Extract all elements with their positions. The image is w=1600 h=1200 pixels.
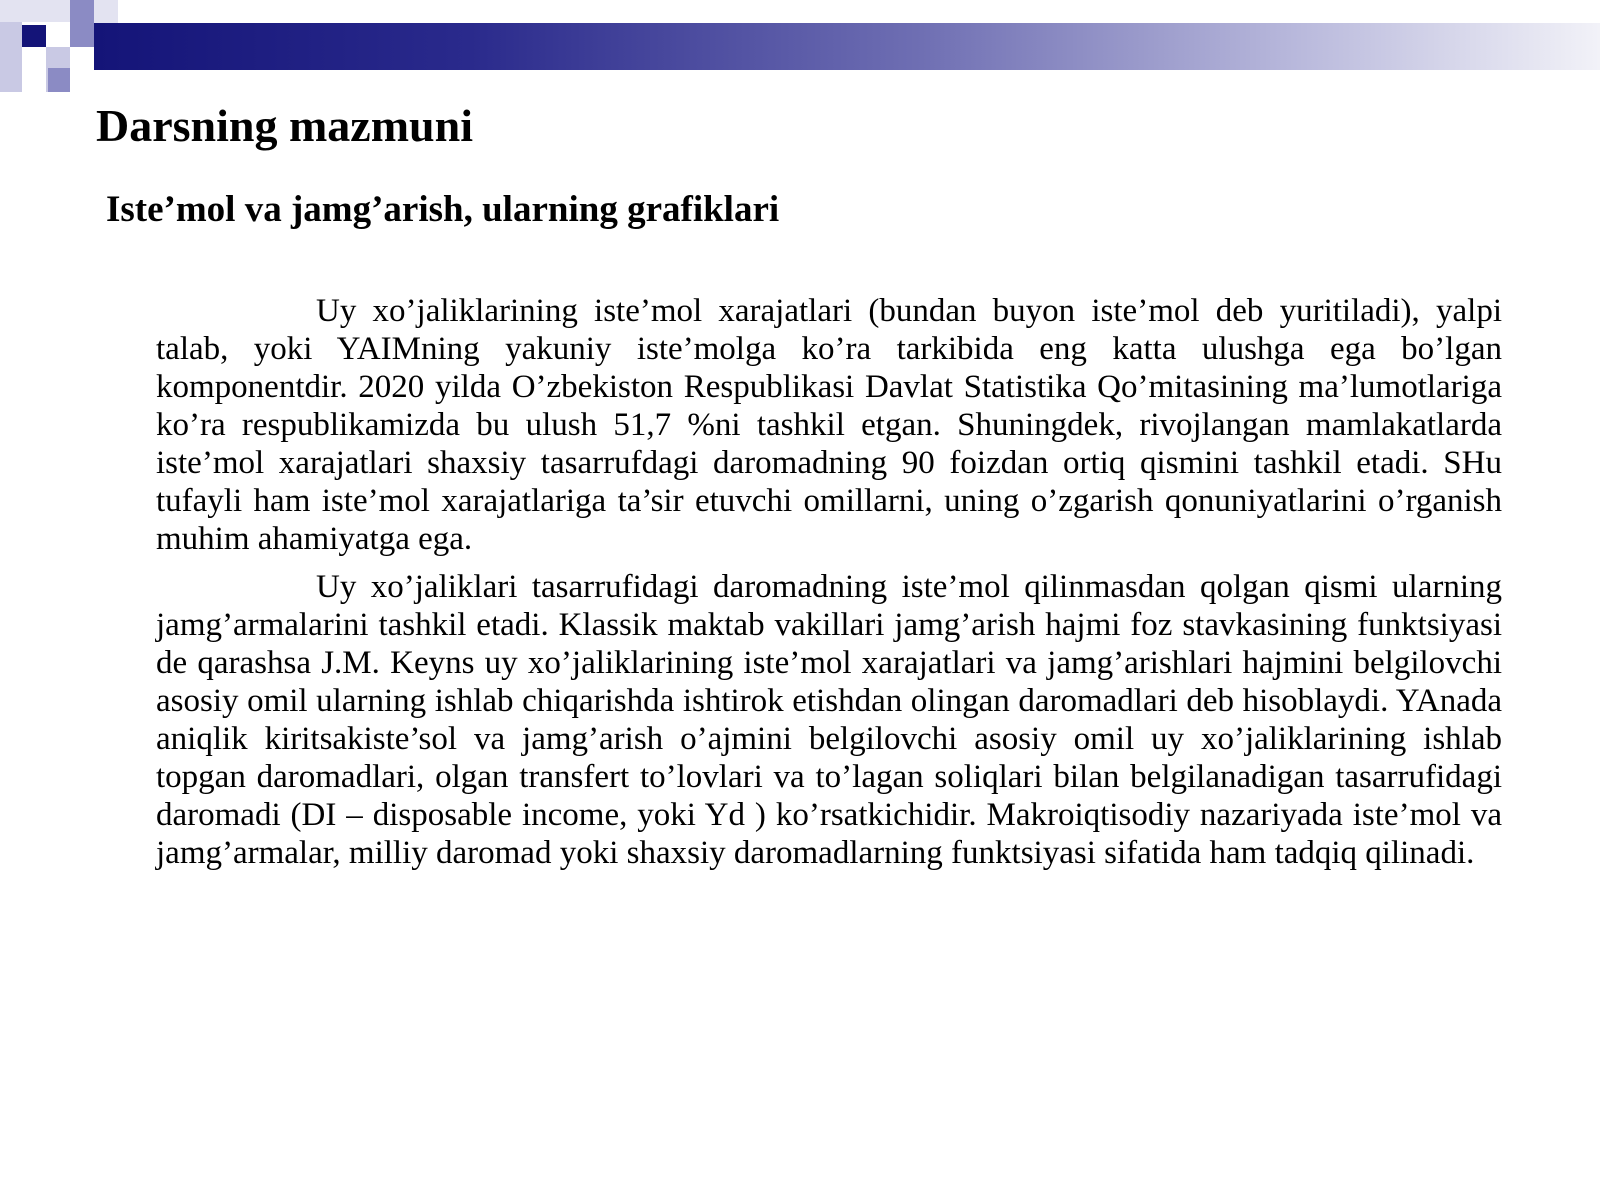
decor-square-mid-2 (48, 68, 70, 92)
paragraph-consumption: Uy xo’jaliklarining iste’mol xarajatlari (bundan buyon iste’mol deb yuritiladi), yalpi talab, yoki YAIMning yakuniy iste’molga ko’ra tarkibida eng katta ulushga ega bo’lgan komponentdir. 2020 yilda O’zbekiston Respublikasi Davlat Statistika Qo’mitasining ma’lumotlariga ko’ra respublikamizda bu ulush 51,7 %ni tashkil etgan. Shuningdek, rivojlangan mamlakatlarda iste’mol xarajatlari shaxsiy tasarrufdagi daromadning 90 foizdan ortiq qismini tashkil etadi. SHu tufayli ham iste’mol xarajatlariga ta’sir etuvchi omillarni, uning o’zgarish qonuniyatlarini o’rganish muhim ahamiyatga ega. (156, 293, 1502, 557)
slide-title: Darsning mazmuni (96, 100, 473, 151)
paragraph-savings: Uy xo’jaliklari tasarrufidagi daromadning iste’mol qilinmasdan qolgan qismi ularning jamg’armalarini tashkil etadi. Klassik maktab vakillari jamg’arish hajmi foz stavkasining funktsiyasi de qarashsa J.M. Keyns uy xo’jaliklarining iste’mol xarajatlari va jamg’arishlari hajmini belgilovchi asosiy omil ularning ishlab chiqarishda ishtirok etishdan olingan daromadlari deb hisoblaydi. YAnada aniqlik kiritsakiste’sol va jamg’arish o’ajmini belgilovchi asosiy omil uy xo’jaliklarining ishlab topgan daromadlari, olgan transfert to’lovlari va to’lagan soliqlari bilan belgilanadigan tasarrufidagi daromadi (DI – disposable income, yoki Yd ) ko’rsatkichidir. Makroiqtisodiy nazariyada iste’mol va jamg’armalar, milliy daromad yoki shaxsiy daromadlarning funktsiyasi sifatida ham tadqiq qilinadi. (156, 569, 1502, 871)
decor-square-dark (22, 25, 46, 47)
decor-square-mid (70, 0, 94, 47)
slide-subtitle: Iste’mol va jamg’arish, ularning grafiklari (106, 189, 780, 230)
decor-square-light (0, 22, 22, 92)
decor-square-pale-2 (94, 0, 118, 23)
header-gradient-bar (94, 23, 1600, 70)
slide-body (156, 292, 1502, 882)
